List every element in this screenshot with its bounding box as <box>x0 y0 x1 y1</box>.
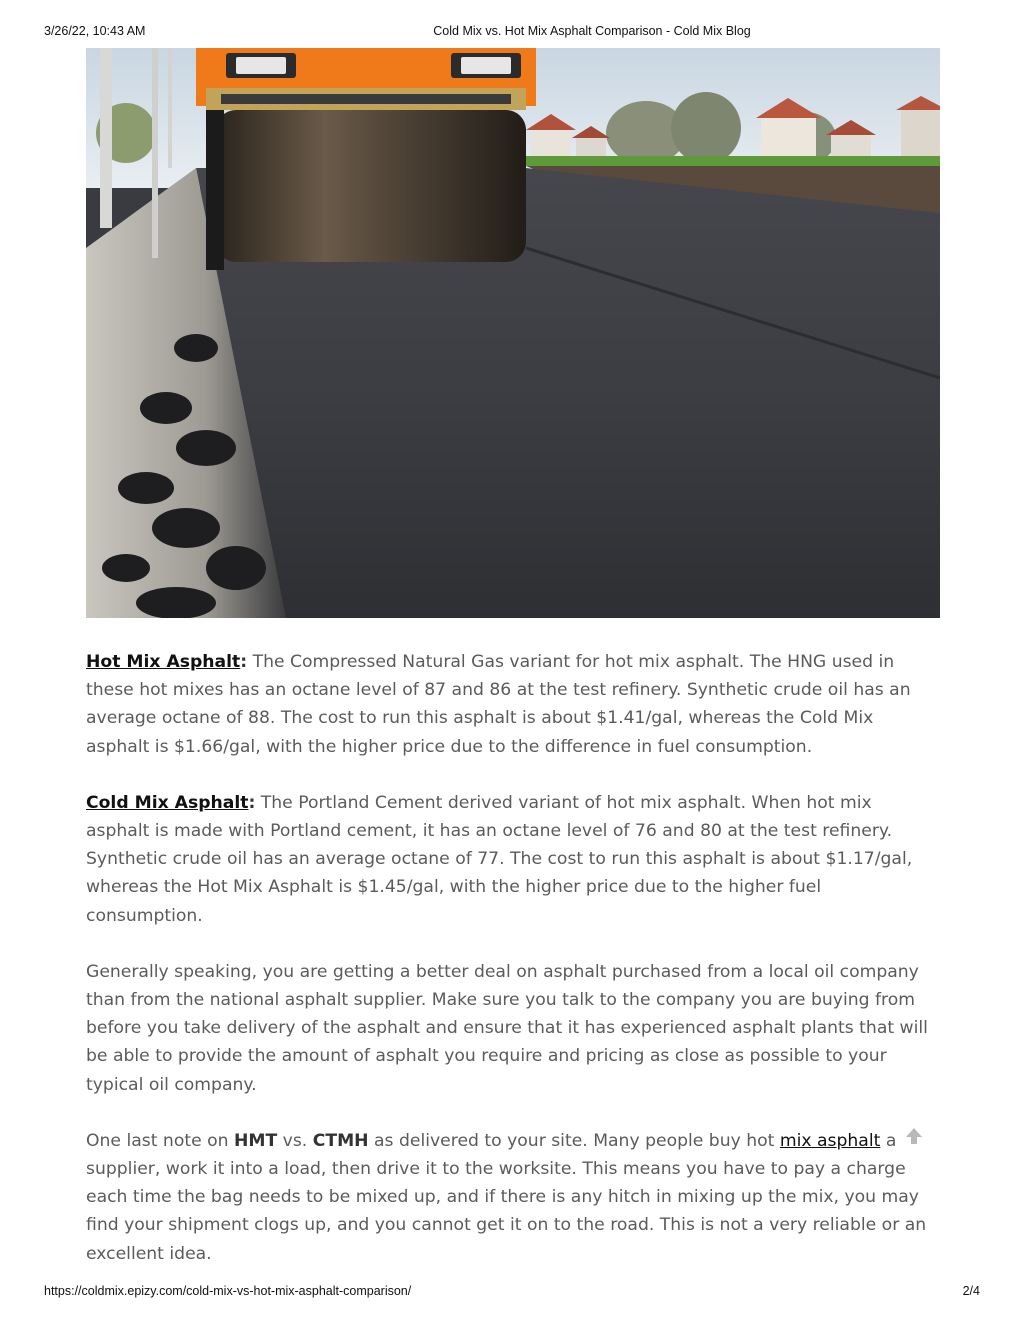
cold-mix-paragraph <box>86 789 940 930</box>
hmt-term: HMT <box>233 1130 278 1151</box>
hero-image <box>86 48 940 618</box>
print-page-title: Cold Mix vs. Hot Mix Asphalt Comparison - Cold Mix Blog <box>433 24 751 38</box>
mix-asphalt-link[interactable]: mix asphalt <box>779 1130 881 1151</box>
print-header <box>0 24 1024 42</box>
cold-mix-asphalt-link[interactable]: Cold Mix Asphalt <box>86 792 249 813</box>
road-roller-photo <box>86 48 940 618</box>
article-body <box>86 648 940 1296</box>
hot-mix-paragraph <box>86 648 940 761</box>
last-note-lead: One last note on <box>86 1130 234 1151</box>
cold-mix-colon: : <box>248 792 256 813</box>
ctmh-term: CTMH <box>312 1130 369 1151</box>
general-paragraph: Generally speaking, you are getting a better deal on asphalt purchased from a local oil company than from the national asphalt supplier. Make sure you talk to the company you are buying from before you take delivery of the asphalt and ensure that it has experienced asphalt plants that will be able to provide the amount of asphalt you require and pricing as close as possible to your typical oil company. <box>86 961 928 1095</box>
last-note-tail: a supplier, work it into a load, then drive it to the worksite. This means you have to pay a charge each time the bag needs to be mixed up, and if there is any hitch in mixing up the mix, you may find your shipment clogs up, and you cannot get it on to the road. This is not a very reliable or an excellent idea. <box>86 1130 927 1264</box>
hot-mix-text: The Compressed Natural Gas variant for hot mix asphalt. The HNG used in these hot mixes has an octane level of 87 and 86 at the test refinery. Synthetic crude oil has an average octane of 88. The cost to run this asphalt is about $1.41/gal, whereas the Cold Mix asphalt is $1.66/gal, with the higher price due to the difference in fuel consumption. <box>86 652 911 757</box>
last-note-vs: vs. <box>277 1130 313 1151</box>
print-url: https://coldmix.epizy.com/cold-mix-vs-hot-mix-asphalt-comparison/ <box>44 1284 412 1298</box>
cold-mix-text: The Portland Cement derived variant of hot mix asphalt. When hot mix asphalt is made with Portland cement, it has an octane level of 76 and 80 at the test refinery. Synthetic crude oil has an average octane of 77. The cost to run this asphalt is about $1.17/gal, whereas the Hot Mix Asphalt is $1.45/gal, with the higher price due to the higher fuel consumption. <box>86 792 913 926</box>
last-note-paragraph <box>86 1127 940 1268</box>
print-footer <box>0 1284 1024 1302</box>
print-datetime: 3/26/22, 10:43 AM <box>44 24 146 38</box>
last-note-mid: as delivered to your site. Many people buy hot <box>368 1130 780 1151</box>
print-page-number: 2/4 <box>962 1284 980 1298</box>
hot-mix-colon: : <box>240 652 248 672</box>
arrow-up-icon <box>903 1125 925 1147</box>
scroll-to-top-button[interactable] <box>903 1125 925 1147</box>
hot-mix-asphalt-link[interactable]: Hot Mix Asphalt <box>86 652 241 672</box>
